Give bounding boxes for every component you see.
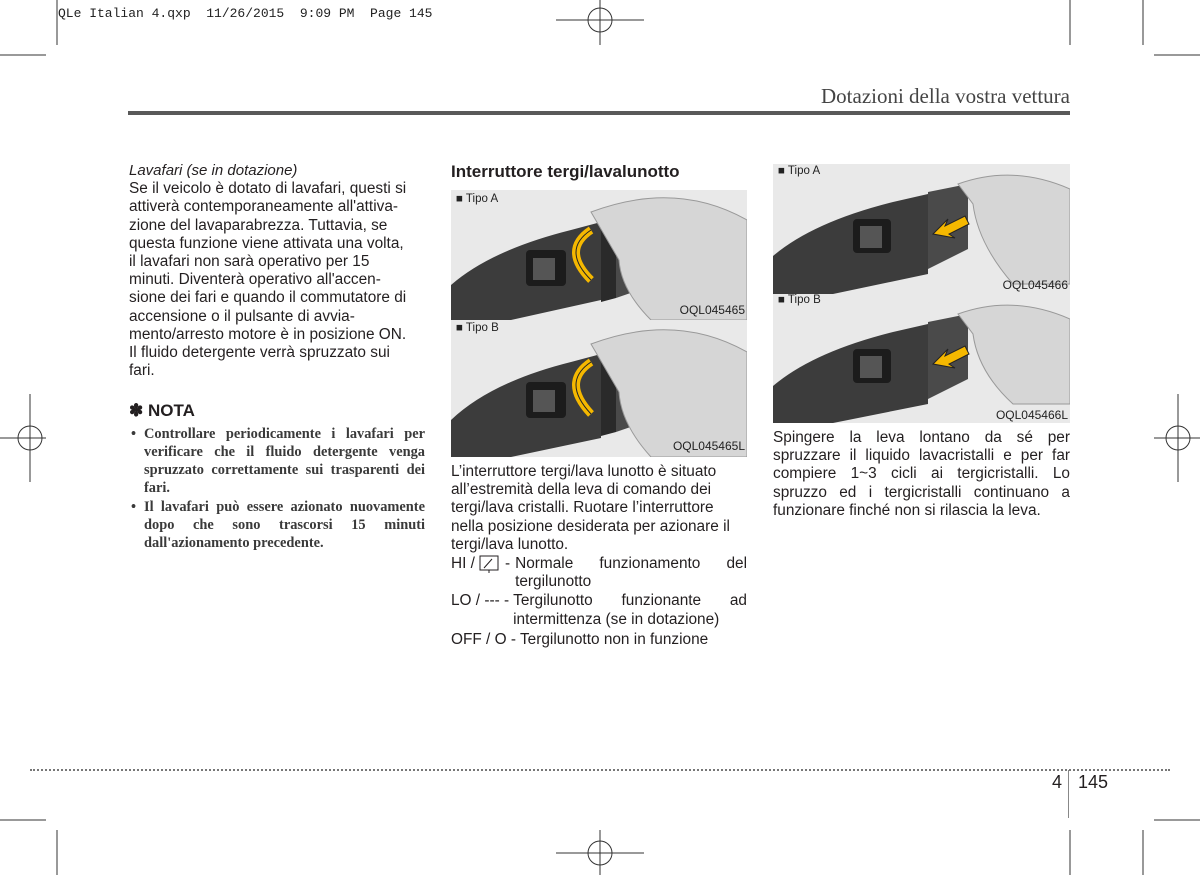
mode-lo: [451, 592, 747, 628]
text-line: minuti. Diventerà operativo all'accen-: [129, 271, 381, 289]
stalk-illustration: [773, 294, 1070, 423]
text-line: il lavafari non sarà operativo per 15: [129, 253, 370, 271]
figure-tipo-a-rotate: [451, 190, 747, 320]
nota-heading: [129, 402, 425, 420]
text-line: accensione o il pulsante di avvia-: [129, 307, 355, 325]
text-line: questa funzione viene attivata una volta,: [129, 234, 404, 252]
tergilunotto-paragraph: [451, 463, 747, 554]
stalk-illustration: [451, 190, 747, 320]
figure-code: OQL045466L: [995, 408, 1068, 422]
mode-desc: [513, 592, 747, 628]
nota-item: • Il lavafari può essere azionato nuovamente dopo che sono trascorsi 15 minuti dall'azionamento precedente.: [129, 498, 425, 552]
page-number-separator: [1068, 770, 1069, 818]
lavafari-paragraph: [129, 180, 425, 380]
mode-dash: -: [504, 555, 511, 573]
column-1: [129, 162, 425, 553]
text-line: sione dei fari e quando il commutatore di: [129, 289, 407, 307]
mode-desc-line: tergilunotto: [515, 573, 592, 591]
text-line: Spingere la leva lontano da sé per: [773, 429, 1070, 446]
registration-mark-top: [556, 0, 644, 45]
text-line: spruzzare il liquido lavacristalli e per far: [773, 447, 1070, 465]
mode-desc-line: intermittenza (se in dotazione): [513, 610, 720, 628]
text-line: fari.: [129, 362, 155, 380]
text-line: spruzzo ed i tergicristalli continuano a: [773, 483, 1070, 501]
stalk-illustration: [451, 320, 747, 457]
column-2-text: [451, 463, 747, 649]
registration-mark-bottom: [556, 830, 644, 875]
nota-list: [129, 425, 425, 552]
page-header-title: Dotazioni della vostra vettura: [821, 84, 1070, 108]
registration-mark-left: [0, 394, 46, 482]
figure-tipo-b-rotate: [451, 320, 747, 457]
figure-label: ■ Tipo A: [456, 193, 499, 205]
column-3-text: [773, 429, 1070, 520]
text-line: tergi/lava cristalli. Ruotare l’interruttore: [451, 499, 714, 517]
figure-label: ■ Tipo B: [456, 322, 499, 334]
push-paragraph: [773, 429, 1070, 520]
figure-code: OQL045466: [1002, 278, 1068, 292]
mode-key: HI /: [451, 555, 475, 573]
header-rule: [128, 111, 1070, 115]
figure-label: ■ Tipo B: [778, 294, 821, 306]
text-line: funzionare finché non si rilascia la leva.: [773, 501, 1041, 519]
mode-desc: [515, 555, 747, 591]
text-line: attiverà contemporaneamente all'attiva-: [129, 198, 398, 216]
print-slug: QLe Italian 4.qxp 11/26/2015 9:09 PM Page 145: [58, 6, 433, 21]
text-line: L’interruttore tergi/lava lunotto è situato: [451, 463, 717, 480]
text-line: Se il veicolo è dotato di lavafari, questi si: [129, 180, 407, 198]
figure-label: ■ Tipo A: [778, 165, 821, 177]
footer-dotted-rule: [30, 769, 1170, 771]
mode-desc-line: Normale funzionamento del: [515, 555, 747, 573]
nota-title: NOTA: [147, 401, 195, 421]
section-title-tergilunotto: Interruttore tergi/lavalunotto: [451, 162, 680, 181]
nota-icon: ✽: [129, 401, 144, 421]
text-line: compiere 1~3 cicli ai tergicristalli. Lo: [773, 465, 1070, 483]
registration-mark-right: [1154, 394, 1200, 482]
text-line: zione del lavaparabrezza. Tuttavia, se: [129, 216, 388, 234]
wiper-washer-icon: [478, 555, 502, 573]
stalk-illustration: [773, 164, 1070, 294]
text-line: nella posizione desiderata per azionare il: [451, 517, 730, 535]
mode-hi: [451, 555, 747, 591]
text-line: tergi/lava lunotto.: [451, 535, 569, 553]
mode-key: LO / --- -: [451, 592, 510, 610]
chapter-number: 4: [1052, 772, 1063, 792]
text-line: all’estremità della leva di comando dei: [451, 481, 712, 499]
figure-code: OQL045465: [679, 303, 745, 317]
nota-item: • Controllare periodicamente i lavafari per verificare che il fluido detergente venga spruzzato correttamente sui trasparenti dei fari.: [129, 425, 425, 497]
figure-tipo-b-push: [773, 294, 1070, 423]
section-title-lavafari: Lavafari (se in dotazione): [129, 162, 298, 179]
figure-code: OQL045465L: [672, 439, 745, 453]
figure-tipo-a-push: [773, 164, 1070, 294]
mode-off: OFF / O - Tergilunotto non in funzione: [451, 630, 709, 648]
page-number: 145: [1078, 772, 1109, 792]
mode-desc-line: Tergilunotto funzionante ad: [513, 592, 747, 610]
text-line: mento/arresto motore è in posizione ON.: [129, 325, 407, 343]
text-line: Il fluido detergente verrà spruzzato sui: [129, 344, 390, 362]
